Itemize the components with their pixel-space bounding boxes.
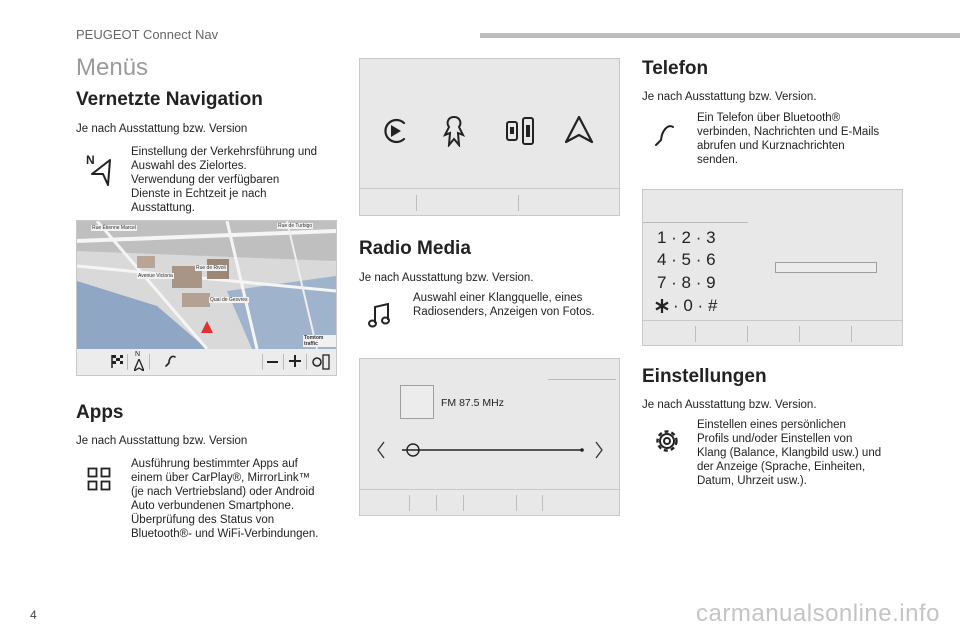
telefon-intro: Je nach Ausstattung bzw. Version. <box>642 91 817 103</box>
map-label: Rue de Rivoli <box>196 265 226 271</box>
einstellungen-title: Einstellungen <box>642 366 767 387</box>
apps-description <box>131 457 318 541</box>
checkered-flag-icon[interactable] <box>110 354 124 368</box>
phone-handset-icon <box>653 124 677 148</box>
navigation-desc-line: Verwendung der verfügbaren <box>131 174 280 186</box>
telefon-desc-line: abrufen und Kurznachrichten <box>697 140 845 152</box>
phone-icon[interactable] <box>163 354 177 368</box>
navigation-title: Vernetzte Navigation <box>76 89 263 110</box>
play-icon[interactable] <box>382 117 408 145</box>
map-label: Rue Étienne Marcel <box>92 225 136 231</box>
apps-desc-line: Auto verbundenen Smartphone. <box>131 500 295 512</box>
page-number: 4 <box>30 608 37 622</box>
navigation-toolbar <box>77 349 336 375</box>
next-station-icon <box>596 442 602 458</box>
telefon-screen <box>642 189 903 346</box>
radio-desc-line: Radiosenders, Anzeigen von Fotos. <box>413 306 595 318</box>
android-auto-icon[interactable] <box>564 115 594 145</box>
radio-description <box>413 291 595 319</box>
radio-title: Radio Media <box>359 238 471 259</box>
prev-station-icon <box>378 442 384 458</box>
apps-desc-line: einem über CarPlay®, MirrorLink™ <box>131 472 311 484</box>
settings-apps-icon[interactable] <box>311 353 331 371</box>
einstellungen-desc-line: Klang (Balance, Klangbild usw.) und <box>697 447 882 459</box>
keypad-row[interactable]: 1 · 2 · 3 <box>657 228 716 247</box>
navigation-desc-line: Dienste in Echtzeit je nach <box>131 188 267 200</box>
number-display-field[interactable] <box>775 262 877 273</box>
map-label: Quai de Gesvres <box>210 297 248 303</box>
zoom-in-icon[interactable] <box>289 355 301 367</box>
settings-gear-icon <box>652 426 682 456</box>
apps-desc-line: (je nach Vertriebsland) oder Android <box>131 486 315 498</box>
map-view <box>77 221 336 349</box>
radio-desc-line: Auswahl einer Klangquelle, eines <box>413 292 583 304</box>
navigation-desc-line: Ausstattung. <box>131 202 195 214</box>
telefon-desc-line: Ein Telefon über Bluetooth® <box>697 112 841 124</box>
music-note-icon <box>368 303 392 329</box>
map-label: Avenue Victoria <box>138 273 173 279</box>
peugeot-lion-icon[interactable] <box>440 115 468 147</box>
map-label: Rue de Turbigo <box>278 223 313 229</box>
telefon-desc-line: verbinden, Nachrichten und E-Mails <box>697 126 880 138</box>
tomtom-traffic-logo: Tomtom traffic <box>303 335 336 347</box>
asterisk-key-icon[interactable] <box>654 298 670 314</box>
telefon-desc-line: senden. <box>697 154 738 166</box>
einstellungen-desc-line: Profils und/oder Einstellen von <box>697 433 853 445</box>
keypad-row[interactable]: 7 · 8 · 9 <box>657 273 716 292</box>
header-title: PEUGEOT Connect Nav <box>76 27 219 42</box>
carmanualsonline-logo: carmanualsonline.info <box>696 600 940 627</box>
navigation-intro: Je nach Ausstattung bzw. Version <box>76 123 248 135</box>
telefon-description <box>697 111 879 167</box>
einstellungen-desc-line: Datum, Uhrzeit usw.). <box>697 475 807 487</box>
keypad-row[interactable]: · 0 · # <box>673 296 718 315</box>
apps-screen <box>359 58 620 216</box>
svg-text:N: N <box>86 153 95 167</box>
zoom-out-icon[interactable] <box>267 361 278 363</box>
einstellungen-description <box>697 418 881 488</box>
compass-letter: N <box>135 351 141 358</box>
navigation-description <box>131 145 317 215</box>
telefon-title: Telefon <box>642 58 709 79</box>
page-title: Menüs <box>76 54 149 81</box>
navigation-arrow-icon <box>84 152 120 186</box>
navigation-desc-line: Auswahl des Zielortes. <box>131 160 247 172</box>
einstellungen-desc-line: der Anzeige (Sprache, Einheiten, <box>697 461 866 473</box>
einstellungen-desc-line: Einstellen eines persönlichen <box>697 419 846 431</box>
apps-desc-line: Ausführung bestimmter Apps auf <box>131 458 298 470</box>
apps-title: Apps <box>76 402 124 423</box>
station-frequency: FM 87.5 MHz <box>441 397 505 409</box>
navigation-screen <box>76 220 337 376</box>
apps-grid-icon <box>87 467 111 491</box>
mirrorlink-icon[interactable] <box>503 116 537 146</box>
einstellungen-intro: Je nach Ausstattung bzw. Version. <box>642 399 817 411</box>
navigation-desc-line: Einstellung der Verkehrsführung und <box>131 146 318 158</box>
apps-intro: Je nach Ausstattung bzw. Version <box>76 435 248 447</box>
compass-arrow-icon[interactable] <box>134 359 144 371</box>
station-artwork <box>400 385 434 419</box>
radio-intro: Je nach Ausstattung bzw. Version. <box>359 272 534 284</box>
frequency-slider[interactable] <box>376 439 606 461</box>
keypad-row[interactable]: 4 · 5 · 6 <box>657 250 716 269</box>
header-bar <box>480 33 960 38</box>
apps-desc-line: Bluetooth®- und WiFi-Verbindungen. <box>131 528 319 540</box>
apps-desc-line: Überprüfung des Status von <box>131 514 275 526</box>
radio-screen <box>359 358 620 516</box>
